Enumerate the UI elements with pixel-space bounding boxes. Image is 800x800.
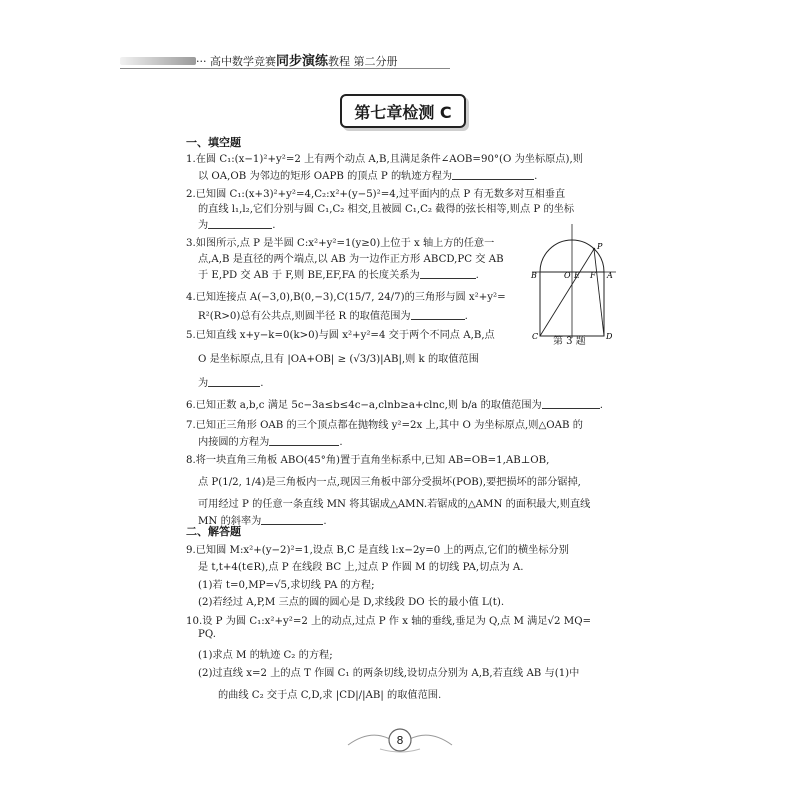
q2-line3: 为 . (198, 220, 276, 231)
label-a: A (607, 271, 613, 280)
q9-line1: 9.已知圆 M:x²+(y−2)²=1,设点 B,C 是直线 l:x−2y=0 上的两点,它们的横坐标分别 (186, 545, 569, 556)
q2-line1: 2.已知圆 C₁:(x+3)²+y²=4,C₂:x²+(y−5)²=4,过平面内的点 P 有无数多对互相垂直 (186, 189, 566, 200)
q3-line1: 3.如图所示,点 P 是半圆 C:x²+y²=1(y≥0)上位于 x 轴上方的任意一 (186, 238, 495, 249)
label-o: O (564, 271, 571, 280)
q4-line2: R²(R>0)总有公共点,则圆半径 R 的取值范围为 . (198, 311, 468, 322)
q10-part1: (1)求点 M 的轨迹 C₂ 的方程; (198, 650, 333, 661)
figure-caption: 第 3 题 (553, 336, 586, 347)
q1-line2: 以 OA,OB 为邻边的矩形 OAPB 的顶点 P 的轨迹方程为 . (198, 171, 538, 182)
header-emph: 同步演练 (276, 54, 329, 69)
q8-line3: 可用经过 P 的任意一条直线 MN 将其锯成△AMN.若锯成的△AMN 的面积最大,则直线 (198, 499, 591, 510)
header-decor-bar (120, 57, 196, 65)
section-fill-heading: 一、填空题 (186, 136, 241, 149)
header-suffix: 教程 第二分册 (328, 55, 398, 68)
running-header (196, 50, 398, 69)
label-p: P (597, 242, 603, 251)
q9-line2: 是 t,t+4(t∈R),点 P 在线段 BC 上,过点 P 作圆 M 的切线 PA,切点为 A. (198, 562, 524, 573)
label-d: D (606, 332, 613, 340)
q6-line1: 6.已知正数 a,b,c 满足 5c−3a≤b≤4c−a,clnb≥a+clnc,则 b/a 的取值范围为 . (186, 400, 603, 411)
q8-line1: 8.将一块直角三角板 ABO(45°角)置于直角坐标系中,已知 AB=OB=1,AB⊥OB, (186, 455, 550, 466)
label-b: B (531, 271, 537, 280)
q7-line2: 内接圆的方程为 . (198, 437, 343, 448)
q5-line2: O 是坐标原点,且有 |OA+OB| ≥ (√3/3)|AB|,则 k 的取值范围 (198, 354, 479, 365)
q7-line1: 7.已知正三角形 OAB 的三个顶点都在抛物线 y²=2x 上,其中 O 为坐标原点,则△OAB 的 (186, 420, 583, 431)
label-e: E (574, 271, 580, 280)
label-c: C (532, 332, 539, 340)
q5-line1: 5.已知直线 x+y−k=0(k>0)与圆 x²+y²=4 交于两个不同点 A,B,点 (186, 330, 495, 341)
q9-part2: (2)若经过 A,P,M 三点的圆的圆心是 D,求线段 DO 长的最小值 L(t). (198, 597, 505, 608)
q10-part2-cont: 的曲线 C₂ 交于点 C,D,求 |CD|/|AB| 的取值范围. (218, 690, 442, 701)
section-answer-heading: 二、解答题 (186, 525, 241, 538)
q4-line1: 4.已知连接点 A(−3,0),B(0,−3),C(15/7, 24/7)的三角形与圆 x²+y²= (186, 292, 506, 303)
q3-line3: 于 E,PD 交 AB 于 F,则 BE,EF,FA 的长度关系为 . (198, 270, 479, 281)
q3-line2: 点,A,B 是直径的两个端点,以 AB 为一边作正方形 ABCD,PC 交 AB (198, 254, 504, 265)
q9-part1: (1)若 t=0,MP=√5,求切线 PA 的方程; (198, 580, 375, 591)
header-prefix: ··· 高中数学竞赛 (196, 55, 276, 68)
label-f: F (590, 271, 596, 280)
q3-figure (530, 220, 620, 340)
q1-line1: 1.在圆 C₁:(x−1)²+y²=2 上有两个动点 A,B,且满足条件∠AOB=90°(O 为坐标原点),则 (186, 154, 583, 165)
chapter-title: 第七章检测 C (340, 94, 466, 128)
q10-line2: PQ. (198, 629, 216, 640)
q5-line3: 为 . (198, 378, 264, 389)
q8-line2: 点 P(1/2, 1/4)是三角板内一点,现因三角板中部分受损坏(POB),要把损坏的部分锯掉, (198, 477, 581, 488)
q10-part2: (2)过直线 x=2 上的点 T 作圆 C₁ 的两条切线,设切点分别为 A,B,若直线 AB 与(1)中 (198, 668, 580, 679)
q8-line4: MN 的斜率为 . (198, 516, 327, 527)
line-pc (540, 249, 594, 336)
q10-line1: 10.设 P 为圆 C₁:x²+y²=2 上的动点,过点 P 作 x 轴的垂线,垂足为 Q,点 M 满足√2 MQ= (186, 616, 592, 627)
q2-line2: 的直线 l₁,l₂,它们分别与圆 C₁,C₂ 相交,且被圆 C₁,C₂ 截得的弦长相等,则点 P 的坐标 (198, 204, 575, 215)
page-number: 8 (396, 733, 404, 747)
